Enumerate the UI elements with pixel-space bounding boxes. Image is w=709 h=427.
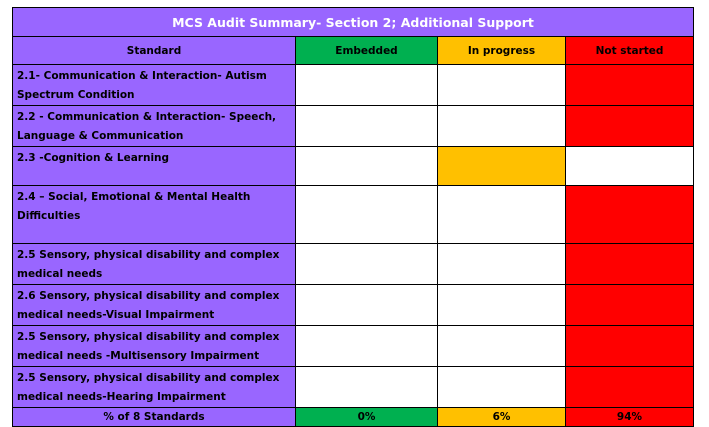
embedded-cell [296, 186, 438, 244]
not-started-cell [566, 106, 694, 147]
header-embedded: Embedded [296, 37, 438, 65]
standard-label: 2.6 Sensory, physical disability and complex medical needs-Visual Impairment [13, 285, 296, 326]
footer-embedded-percent: 0% [296, 408, 438, 427]
in-progress-cell [438, 367, 566, 408]
footer-in-progress-percent: 6% [438, 408, 566, 427]
not-started-cell [566, 285, 694, 326]
audit-summary [12, 7, 693, 427]
table-row [13, 367, 694, 408]
footer-row [13, 408, 694, 427]
not-started-cell [566, 244, 694, 285]
embedded-cell [296, 106, 438, 147]
in-progress-cell [438, 285, 566, 326]
standard-label: 2.1- Communication & Interaction- Autism Spectrum Condition [13, 65, 296, 106]
embedded-cell [296, 147, 438, 186]
standard-label: 2.4 – Social, Emotional & Mental Health Difficulties [13, 186, 296, 244]
in-progress-cell [438, 326, 566, 367]
header-standard: Standard [13, 37, 296, 65]
table-row [13, 147, 694, 186]
standard-label: 2.5 Sensory, physical disability and complex medical needs -Multisensory Impairment [13, 326, 296, 367]
not-started-cell [566, 367, 694, 408]
in-progress-cell [438, 244, 566, 285]
not-started-cell [566, 326, 694, 367]
standard-label: 2.3 -Cognition & Learning [13, 147, 296, 186]
audit-table [12, 7, 694, 427]
embedded-cell [296, 244, 438, 285]
title-row [13, 8, 694, 37]
in-progress-cell [438, 65, 566, 106]
embedded-cell [296, 367, 438, 408]
header-in-progress: In progress [438, 37, 566, 65]
footer-not-started-percent: 94% [566, 408, 694, 427]
standard-label: 2.2 - Communication & Interaction- Speech, Language & Communication [13, 106, 296, 147]
table-row [13, 244, 694, 285]
table-title: MCS Audit Summary- Section 2; Additional Support [13, 8, 694, 37]
standard-label: 2.5 Sensory, physical disability and complex medical needs [13, 244, 296, 285]
header-row [13, 37, 694, 65]
not-started-cell [566, 186, 694, 244]
in-progress-cell [438, 186, 566, 244]
embedded-cell [296, 326, 438, 367]
table-row [13, 106, 694, 147]
embedded-cell [296, 65, 438, 106]
in-progress-cell [438, 106, 566, 147]
header-not-started: Not started [566, 37, 694, 65]
standard-label: 2.5 Sensory, physical disability and complex medical needs-Hearing Impairment [13, 367, 296, 408]
footer-label: % of 8 Standards [13, 408, 296, 427]
not-started-cell [566, 65, 694, 106]
table-row [13, 285, 694, 326]
embedded-cell [296, 285, 438, 326]
in-progress-cell [438, 147, 566, 186]
not-started-cell [566, 147, 694, 186]
table-row [13, 65, 694, 106]
table-row [13, 326, 694, 367]
table-row [13, 186, 694, 244]
